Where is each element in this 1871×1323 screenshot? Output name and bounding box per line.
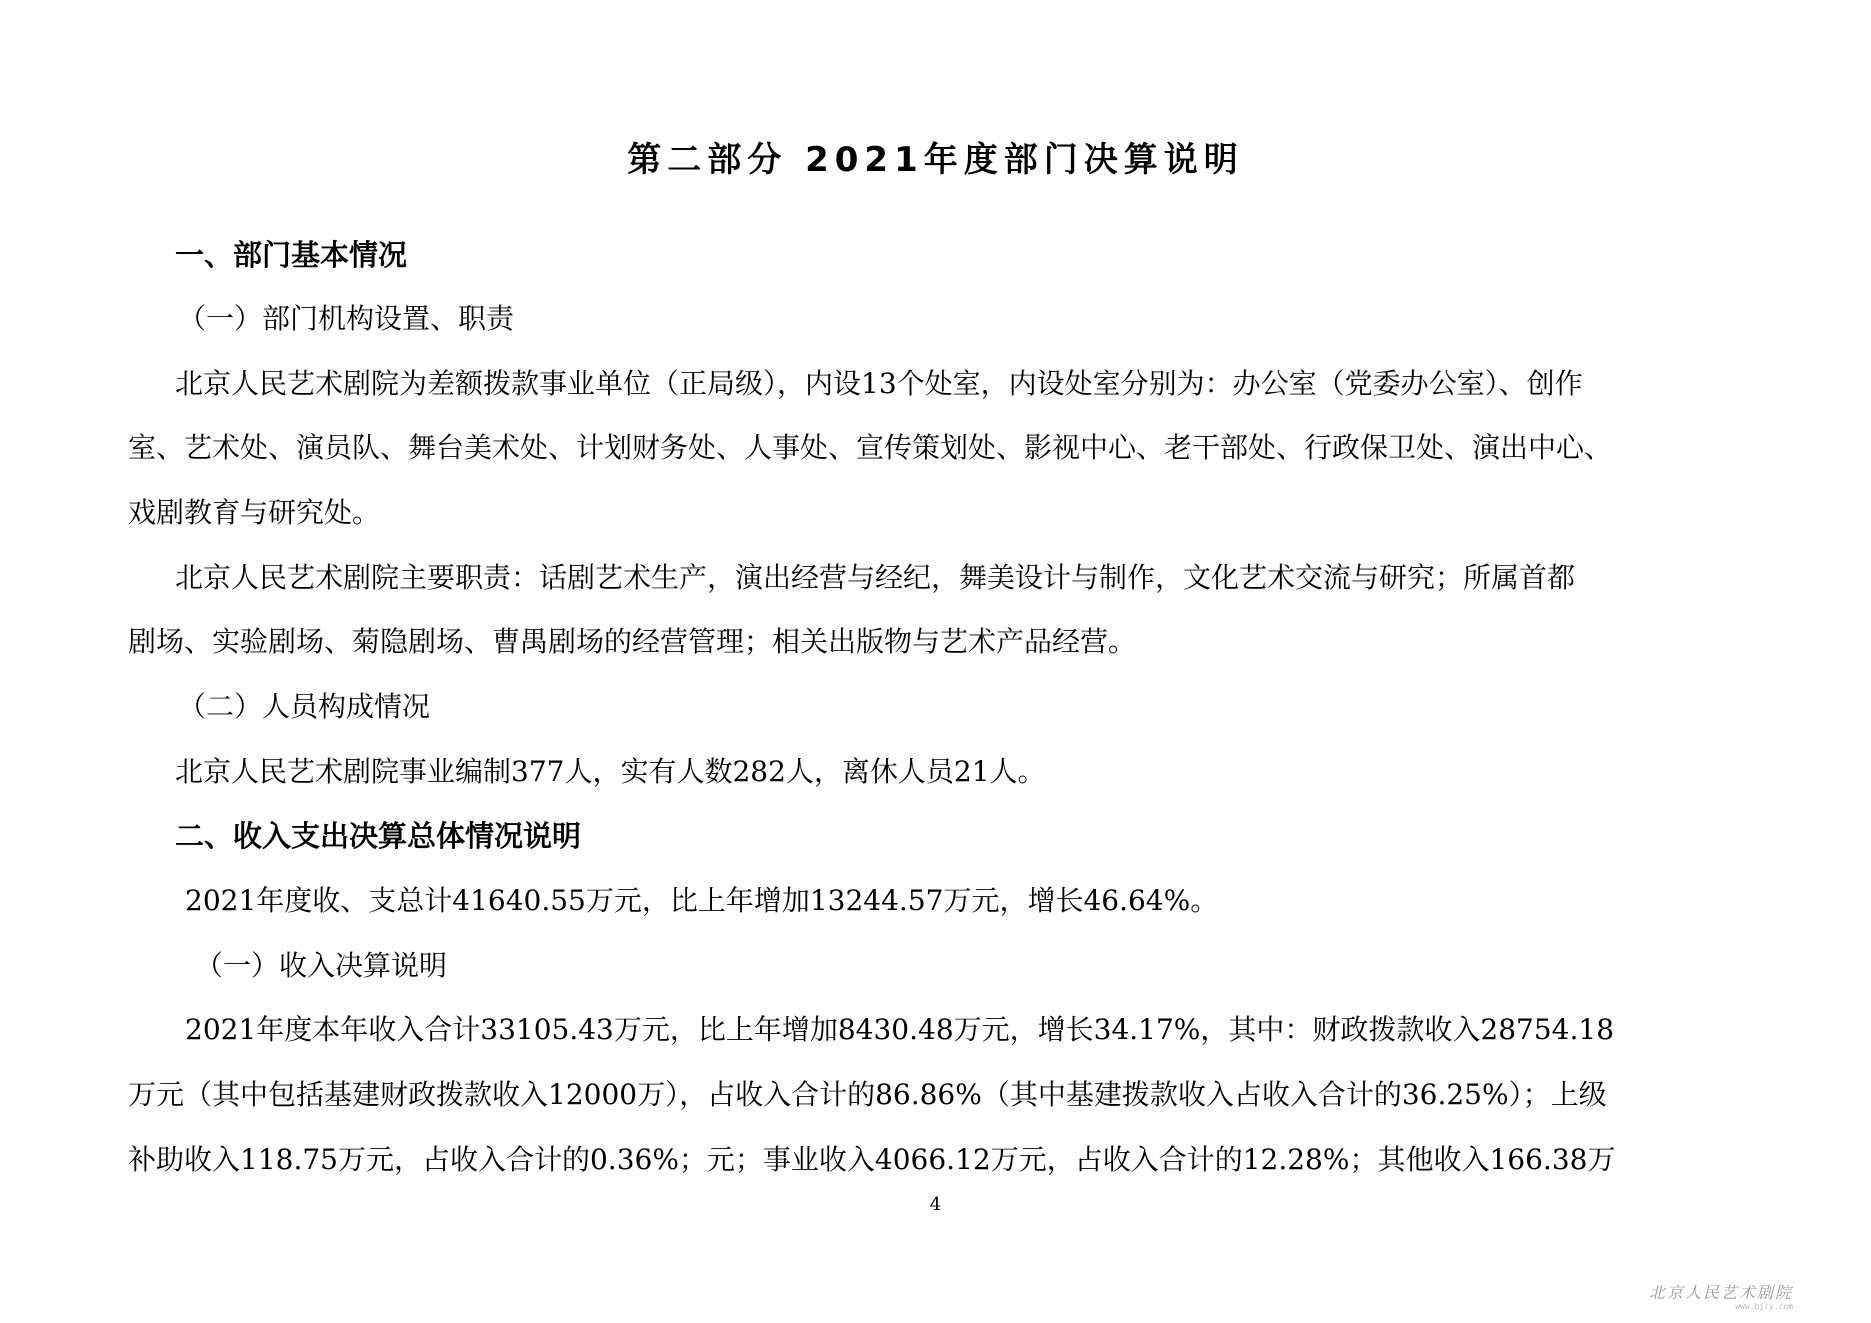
paragraph-org-line-3: 戏剧教育与研究处。: [128, 496, 381, 529]
watermark-url: www.bjry.com: [1735, 1302, 1793, 1311]
paragraph-income-line-2: 万元（其中包括基建财政拨款收入12000万），占收入合计的86.86%（其中基建拨款收入占收入合计的36.25%）；上级: [128, 1078, 1607, 1111]
subsection-heading-organization: （一）部门机构设置、职责: [178, 302, 515, 335]
paragraph-income-line-1: 2021年度本年收入合计33105.43万元，比上年增加8430.48万元，增长34.17%，其中：财政拨款收入28754.18: [185, 1013, 1615, 1046]
page-title: 第二部分 2021年度部门决算说明: [627, 140, 1244, 180]
section-heading-income-expense: 二、收入支出决算总体情况说明: [175, 819, 582, 853]
paragraph-duties-line-1: 北京人民艺术剧院主要职责：话剧艺术生产，演出经营与经纪，舞美设计与制作，文化艺术交流与研究；所属首都: [175, 561, 1576, 594]
page-number: 4: [929, 1194, 942, 1215]
paragraph-duties-line-2: 剧场、实验剧场、菊隐剧场、曹禺剧场的经营管理；相关出版物与艺术产品经营。: [128, 625, 1137, 658]
paragraph-total-line-1: 2021年度收、支总计41640.55万元，比上年增加13244.57万元，增长46.64%。: [185, 884, 1219, 917]
paragraph-income-line-3: 补助收入118.75万元，占收入合计的0.36%；元；事业收入4066.12万元，占收入合计的12.28%；其他收入166.38万: [128, 1143, 1616, 1176]
section-heading-basic-info: 一、部门基本情况: [175, 238, 408, 272]
subsection-heading-income: （一）收入决算说明: [195, 949, 448, 982]
subsection-heading-staff: （二）人员构成情况: [178, 690, 431, 723]
watermark: 北京人民艺术剧院: [1648, 1283, 1793, 1302]
paragraph-staff-line-1: 北京人民艺术剧院事业编制377人，实有人数282人，离休人员21人。: [175, 755, 1046, 788]
paragraph-org-line-2: 室、艺术处、演员队、舞台美术处、计划财务处、人事处、宣传策划处、影视中心、老干部处、行政保卫处、演出中心、: [128, 431, 1613, 464]
paragraph-org-line-1: 北京人民艺术剧院为差额拨款事业单位（正局级），内设13个处室，内设处室分别为：办公室（党委办公室）、创作: [175, 367, 1583, 400]
